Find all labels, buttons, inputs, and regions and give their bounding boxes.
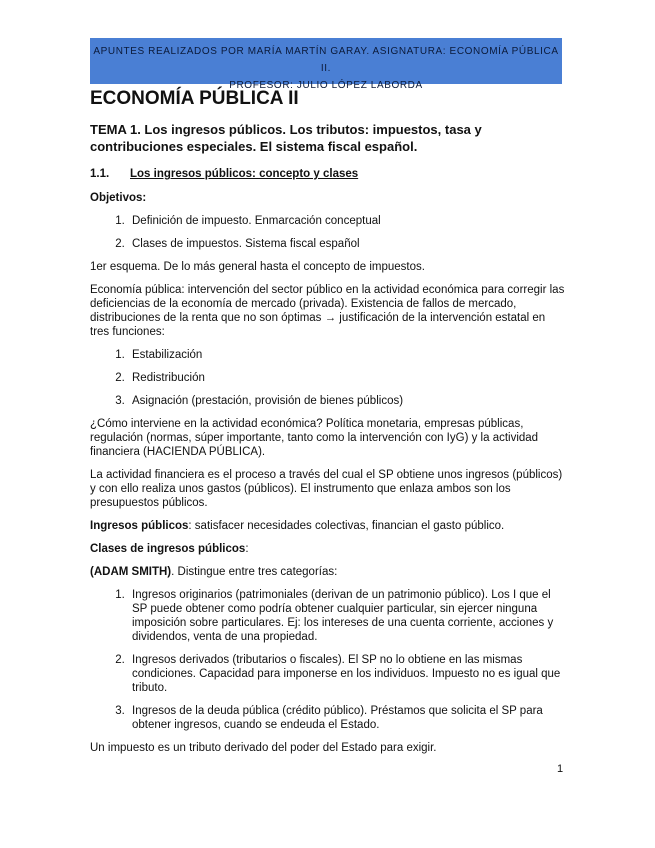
list-item: 1. Ingresos originarios (patrimoniales (derivan de un patrimonio público). Los I que el SP puede obtener como podría obtener cualquier particular, sin ejercer ninguna imposición sobre particulares. Ej: los intereses de una cuenta corriente, acciones y dividendos, venta de una propiedad. xyxy=(128,588,566,644)
paragraph-economia: Economía pública: intervención del sector público en la actividad económica para corregir las deficiencias de la economía de mercado (privada). Existencia de fallos de mercado, distribuciones de la renta que no son óptimas → justificación de la intervención estatal en tres funciones: xyxy=(90,284,565,338)
objectives-list xyxy=(90,214,566,251)
section-title: Los ingresos públicos: concepto y clases xyxy=(130,168,359,180)
paragraph-adam xyxy=(90,565,566,579)
list-item: 1. Estabilización xyxy=(128,348,566,362)
paragraph-ingresos xyxy=(90,519,566,533)
list-item: 3. Ingresos de la deuda pública (crédito público). Préstamos que solicita el SP para obtener ingresos, cuando se endeuda el Estado. xyxy=(128,704,566,732)
adam-text: . Distingue entre tres categorías: xyxy=(171,566,338,578)
paragraph-como: ¿Cómo interviene en la actividad económica? Política monetaria, empresas públicas, regulación (normas, súper importante, tanto como la intervención con IyG) y la actividad financiera (HACIENDA PÚBLICA). xyxy=(90,418,539,458)
section-number: 1.1. xyxy=(90,168,110,180)
list-item: 1. Definición de impuesto. Enmarcación conceptual xyxy=(128,214,566,228)
paragraph-actividad: La actividad financiera es el proceso a través del cual el SP obtiene unos ingresos (públicos) y con ello realiza unos gastos (públicos). El instrumento que enlaza ambos son los presupuestos públicos. xyxy=(90,469,563,509)
page-number: 1 xyxy=(557,763,564,775)
header-line-2: PROFESOR: JULIO LÓPEZ LABORDA xyxy=(229,80,423,91)
paragraph-esquema: 1er esquema. De lo más general hasta el concepto de impuestos. xyxy=(90,261,425,273)
document-title: ECONOMÍA PÚBLICA II xyxy=(90,88,299,109)
list-item: 2. Redistribución xyxy=(128,371,566,385)
paragraph-final: Un impuesto es un tributo derivado del poder del Estado para exigir. xyxy=(90,742,437,754)
functions-list xyxy=(90,348,566,408)
list-item: 2. Ingresos derivados (tributarios o fiscales). El SP no lo obtiene en las mismas condiciones. Capacidad para imponerse en los individuos. Impuesto no es igual que tributo. xyxy=(128,653,566,695)
list-item: 2. Clases de impuestos. Sistema fiscal español xyxy=(128,237,566,251)
topic-heading: TEMA 1. Los ingresos públicos. Los tributos: impuestos, tasa y contribuciones especiales. El sistema fiscal español. xyxy=(90,122,482,154)
section-heading xyxy=(90,167,566,181)
header-line-1: APUNTES REALIZADOS POR MARÍA MARTÍN GARAY. ASIGNATURA: ECONOMÍA PÚBLICA II. xyxy=(93,46,559,74)
categories-list xyxy=(90,588,566,732)
list-item: 3. Asignación (prestación, provisión de bienes públicos) xyxy=(128,394,566,408)
ingresos-text: : satisfacer necesidades colectivas, financian el gasto público. xyxy=(188,520,505,532)
document-body xyxy=(90,87,566,764)
ingresos-label: Ingresos públicos xyxy=(90,520,189,532)
document-header xyxy=(90,38,562,91)
adam-label: (ADAM SMITH) xyxy=(90,566,172,578)
paragraph-clases: Clases de ingresos públicos: xyxy=(90,543,249,555)
objectives-label: Objetivos: xyxy=(90,192,147,204)
clases-label: Clases de ingresos públicos xyxy=(90,543,246,555)
